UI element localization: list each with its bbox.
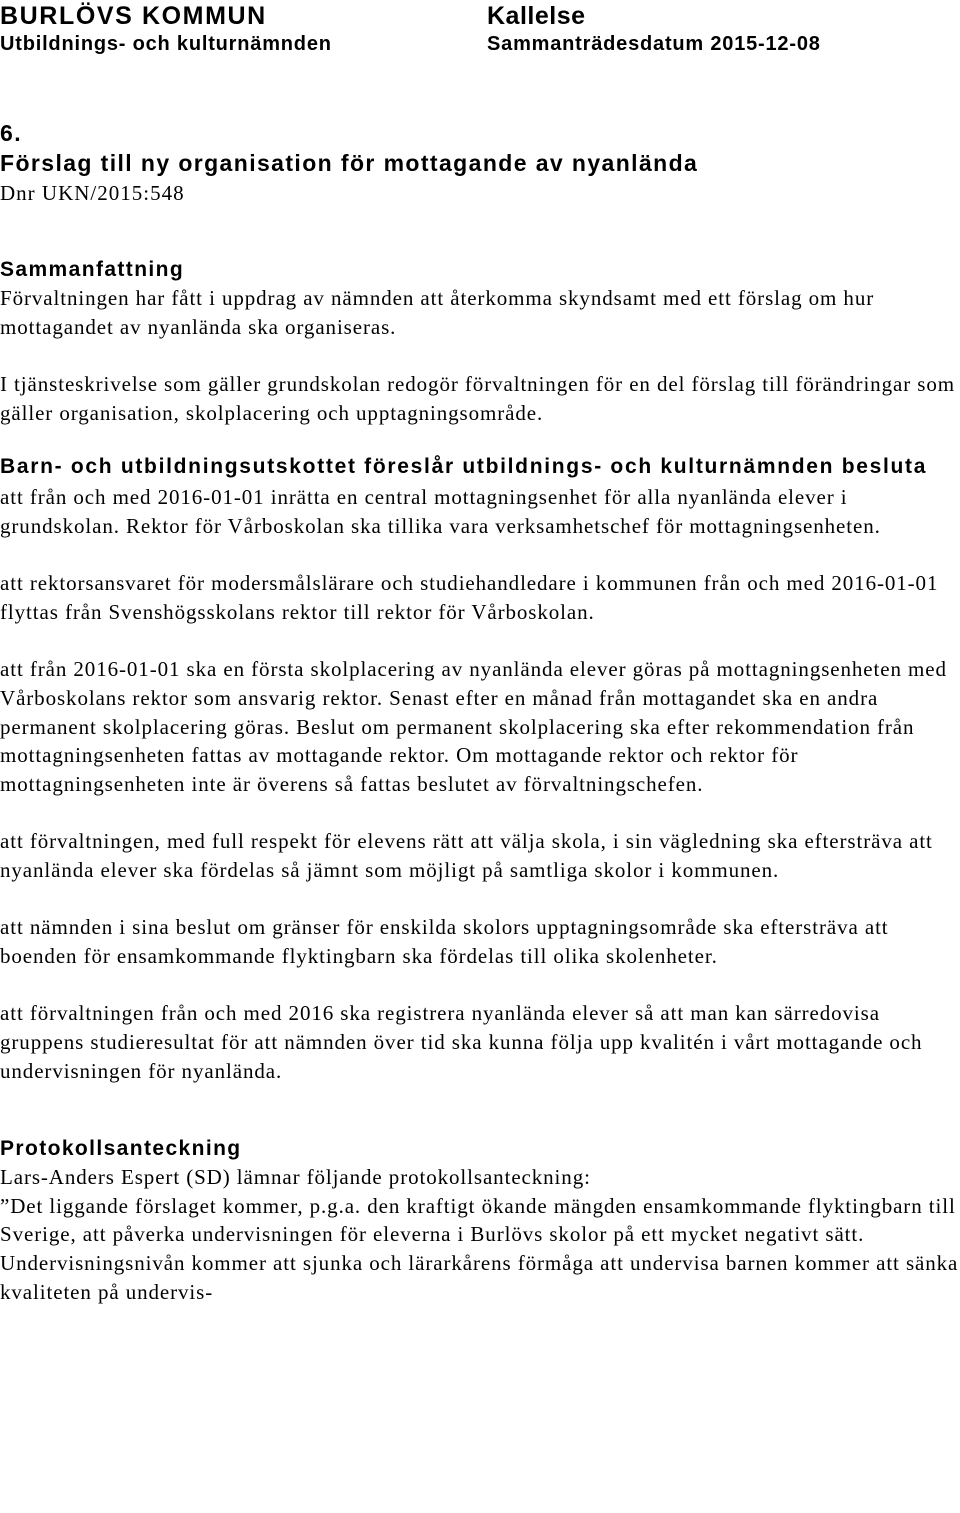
protocol-note-heading: Protokollsanteckning (0, 1136, 242, 1160)
summary-heading: Sammanfattning (0, 258, 185, 281)
item-title: Förslag till ny organisation för mottagande av nyanlända (0, 150, 699, 176)
reference-number: Dnr UKN/2015:548 (0, 181, 185, 205)
protocol-note-intro: Lars-Anders Espert (SD) lämnar följande protokollsanteckning: (0, 1164, 591, 1189)
proposal-heading: Barn- och utbildningsutskottet föreslår utbildnings- och kulturnämnden besluta (0, 454, 928, 478)
summary-paragraph: Förvaltningen har fått i uppdrag av nämnden att återkomma skyndsamt med ett förslag om hur mottagandet av nyanlända ska organiseras. (0, 286, 875, 339)
proposal-paragraph: att rektorsansvaret för modersmålslärare och studiehandledare i kommunen från och med 2016-01-01 flyttas från Svenshögsskolans rektor till rektor för Vårboskolan. (0, 570, 939, 624)
proposal-paragraph: att från och med 2016-01-01 inrätta en central mottagningsenhet för alla nyanlända elever i grundskolan. Rektor för Vårboskolan ska tillika vara verksamhetschef för mottagningsenheten. (0, 485, 881, 539)
proposal-paragraph: att förvaltningen, med full respekt för elevens rätt att välja skola, i sin vägledning ska eftersträva att nyanlända elever ska fördelas så jämnt som möjligt på samtliga skolor i kommunen. (0, 829, 933, 883)
document-body (0, 118, 960, 1307)
item-number: 6. (0, 120, 22, 146)
document-type: Kallelse (487, 2, 586, 30)
meeting-date: Sammanträdesdatum 2015-12-08 (487, 33, 821, 55)
proposal-paragraph: att nämnden i sina beslut om gränser för enskilda skolors upptagningsområde ska eftersträva att boenden för ensamkommande flyktingbarn ska fördelas till olika skolenheter. (0, 915, 889, 968)
proposal-paragraph: att förvaltningen från och med 2016 ska registrera nyanlända elever så att man kan särredovisa gruppens studieresultat för att nämnden över tid ska kunna följa upp kvalitén i vårt mottagande och undervisningen för nyanlända. (0, 1000, 923, 1083)
proposal-paragraph: att från 2016-01-01 ska en första skolplacering av nyanlända elever göras på mottagningsenheten med Vårboskolans rektor som ansvarig rektor. Senast efter en månad från mottagandet ska en andra permanent skolplacering göras. Beslut om permanent skolplacering ska efter rekommendation från mottagningsenheten fattas av mottagande rektor. Om mottagande rektor och rektor för mottagningsenheten inte är överens så fattas beslutet av förvaltningschefen. (0, 656, 947, 797)
summary-paragraph: I tjänsteskrivelse som gäller grundskolan redogör förvaltningen för en del förslag till förändringar som gäller organisation, skolplacering och upptagningsområde. (0, 371, 955, 425)
organization-name: BURLÖVS KOMMUN (0, 2, 267, 30)
protocol-note-quote: ”Det liggande förslaget kommer, p.g.a. den kraftigt ökande mängden ensamkommande flyktingbarn till Sverige, att påverka undervisningen för eleverna i Burlövs skolor på ett mycket negativt sätt. Undervisningsnivån kommer att sjunka och lärarkårens förmåga att undervisa barnen kommer att sänka kvaliteten på undervis- (0, 1193, 959, 1305)
board-name: Utbildnings- och kulturnämnden (0, 33, 332, 55)
